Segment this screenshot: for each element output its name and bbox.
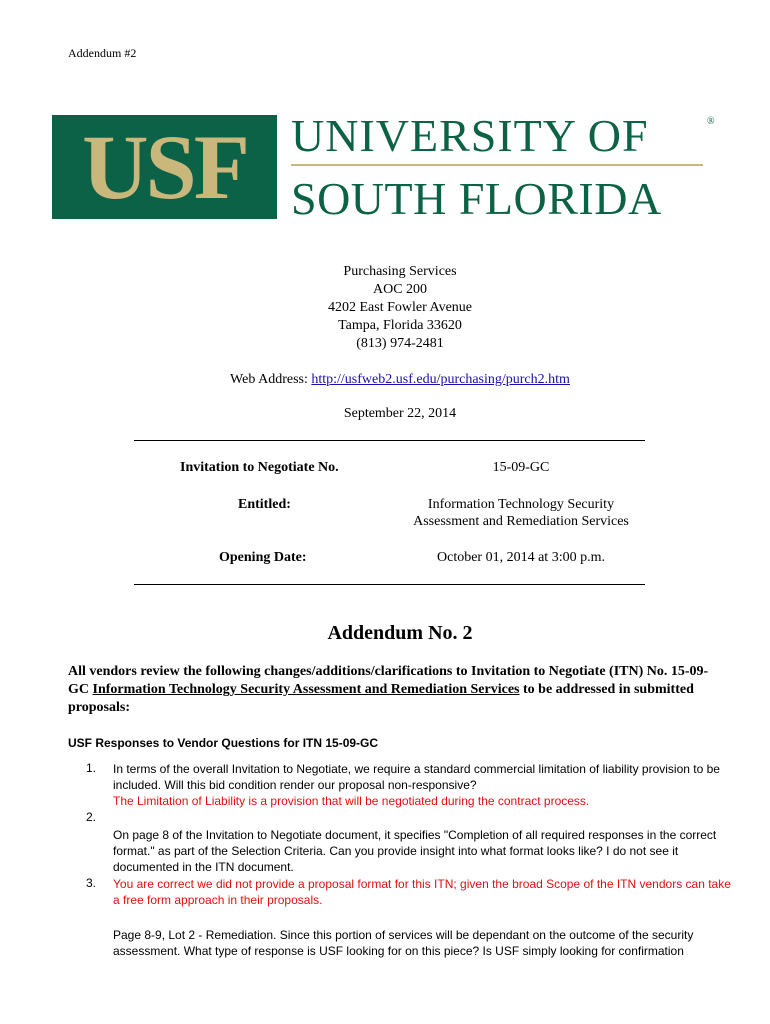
address-street: 4202 East Fowler Avenue xyxy=(328,300,472,315)
header-note: Addendum #2 xyxy=(68,46,137,60)
intro-text-a: All vendors review the following changes/additions/clarifications to Invitation to Negotiate (ITN) No. 15-09-GC xyxy=(68,664,709,697)
entitled-line2: Assessment and Remediation Services xyxy=(413,514,629,529)
usf-logo-mark xyxy=(52,115,277,219)
document-date: September 22, 2014 xyxy=(343,406,457,421)
divider-bottom xyxy=(134,584,645,585)
answer-1-text: The Limitation of Liability is a provision that will be negotiated during the contract process. xyxy=(113,794,590,808)
question-number: 1. xyxy=(86,761,97,775)
responses-subheading: USF Responses to Vendor Questions for ITN 15-09-GC xyxy=(68,736,379,750)
answer-3-text: You are correct we did not provide a proposal format for this ITN; given the broad Scope of the ITN vendors can take a free form approach in their proposals. xyxy=(113,877,731,907)
web-address-link[interactable]: http://usfweb2.usf.edu/purchasing/purch2.htm xyxy=(311,372,570,387)
entitled-line1: Information Technology Security xyxy=(427,497,615,512)
question-2-text: On page 8 of the Invitation to Negotiate document, it specifies "Completion of all required responses in the correct format." as part of the Selection Criteria. Can you provide insight into what format looks like? I do not see it documented in the ITN document. xyxy=(113,828,717,874)
entitled-label: Entitled: xyxy=(238,497,291,512)
usf-logo-text: USF xyxy=(82,116,247,218)
web-address xyxy=(0,372,770,388)
intro-itn-title: Information Technology Security Assessment and Remediation Services xyxy=(92,682,520,697)
divider-top xyxy=(134,440,645,441)
web-address-label: Web Address: xyxy=(230,372,312,387)
address-room: AOC 200 xyxy=(372,282,428,297)
logo-south-florida: SOUTH FLORIDA xyxy=(291,173,662,224)
opening-date-label: Opening Date: xyxy=(219,550,307,565)
logo-university-of: UNIVERSITY OF xyxy=(291,110,649,161)
opening-date-value: October 01, 2014 at 3:00 p.m. xyxy=(437,550,605,565)
question-number: 2. xyxy=(86,810,97,824)
addendum-title: Addendum No. 2 xyxy=(327,622,473,644)
question-4-text: Page 8-9, Lot 2 - Remediation. Since this portion of services will be dependant on the outcome of the security assessment. What type of response is USF looking for on this piece? Is USF simply looking for confirmation xyxy=(113,928,694,958)
logo-divider xyxy=(291,164,703,166)
intro-text-b: to be addressed in submitted proposals: xyxy=(68,682,694,715)
itn-number-value: 15-09-GC xyxy=(492,460,550,475)
itn-number-label: Invitation to Negotiate No. xyxy=(180,460,339,475)
question-number: 3. xyxy=(86,876,97,890)
address-phone: (813) 974-2481 xyxy=(356,336,444,351)
registered-mark: ® xyxy=(707,116,715,127)
question-1-text: In terms of the overall Invitation to Negotiate, we require a standard commercial limitation of liability provision to be included. Will this bid condition render our proposal non-responsive? xyxy=(113,762,720,792)
addendum-intro xyxy=(68,663,728,717)
address-dept: Purchasing Services xyxy=(343,264,457,279)
address-city: Tampa, Florida 33620 xyxy=(338,318,462,333)
